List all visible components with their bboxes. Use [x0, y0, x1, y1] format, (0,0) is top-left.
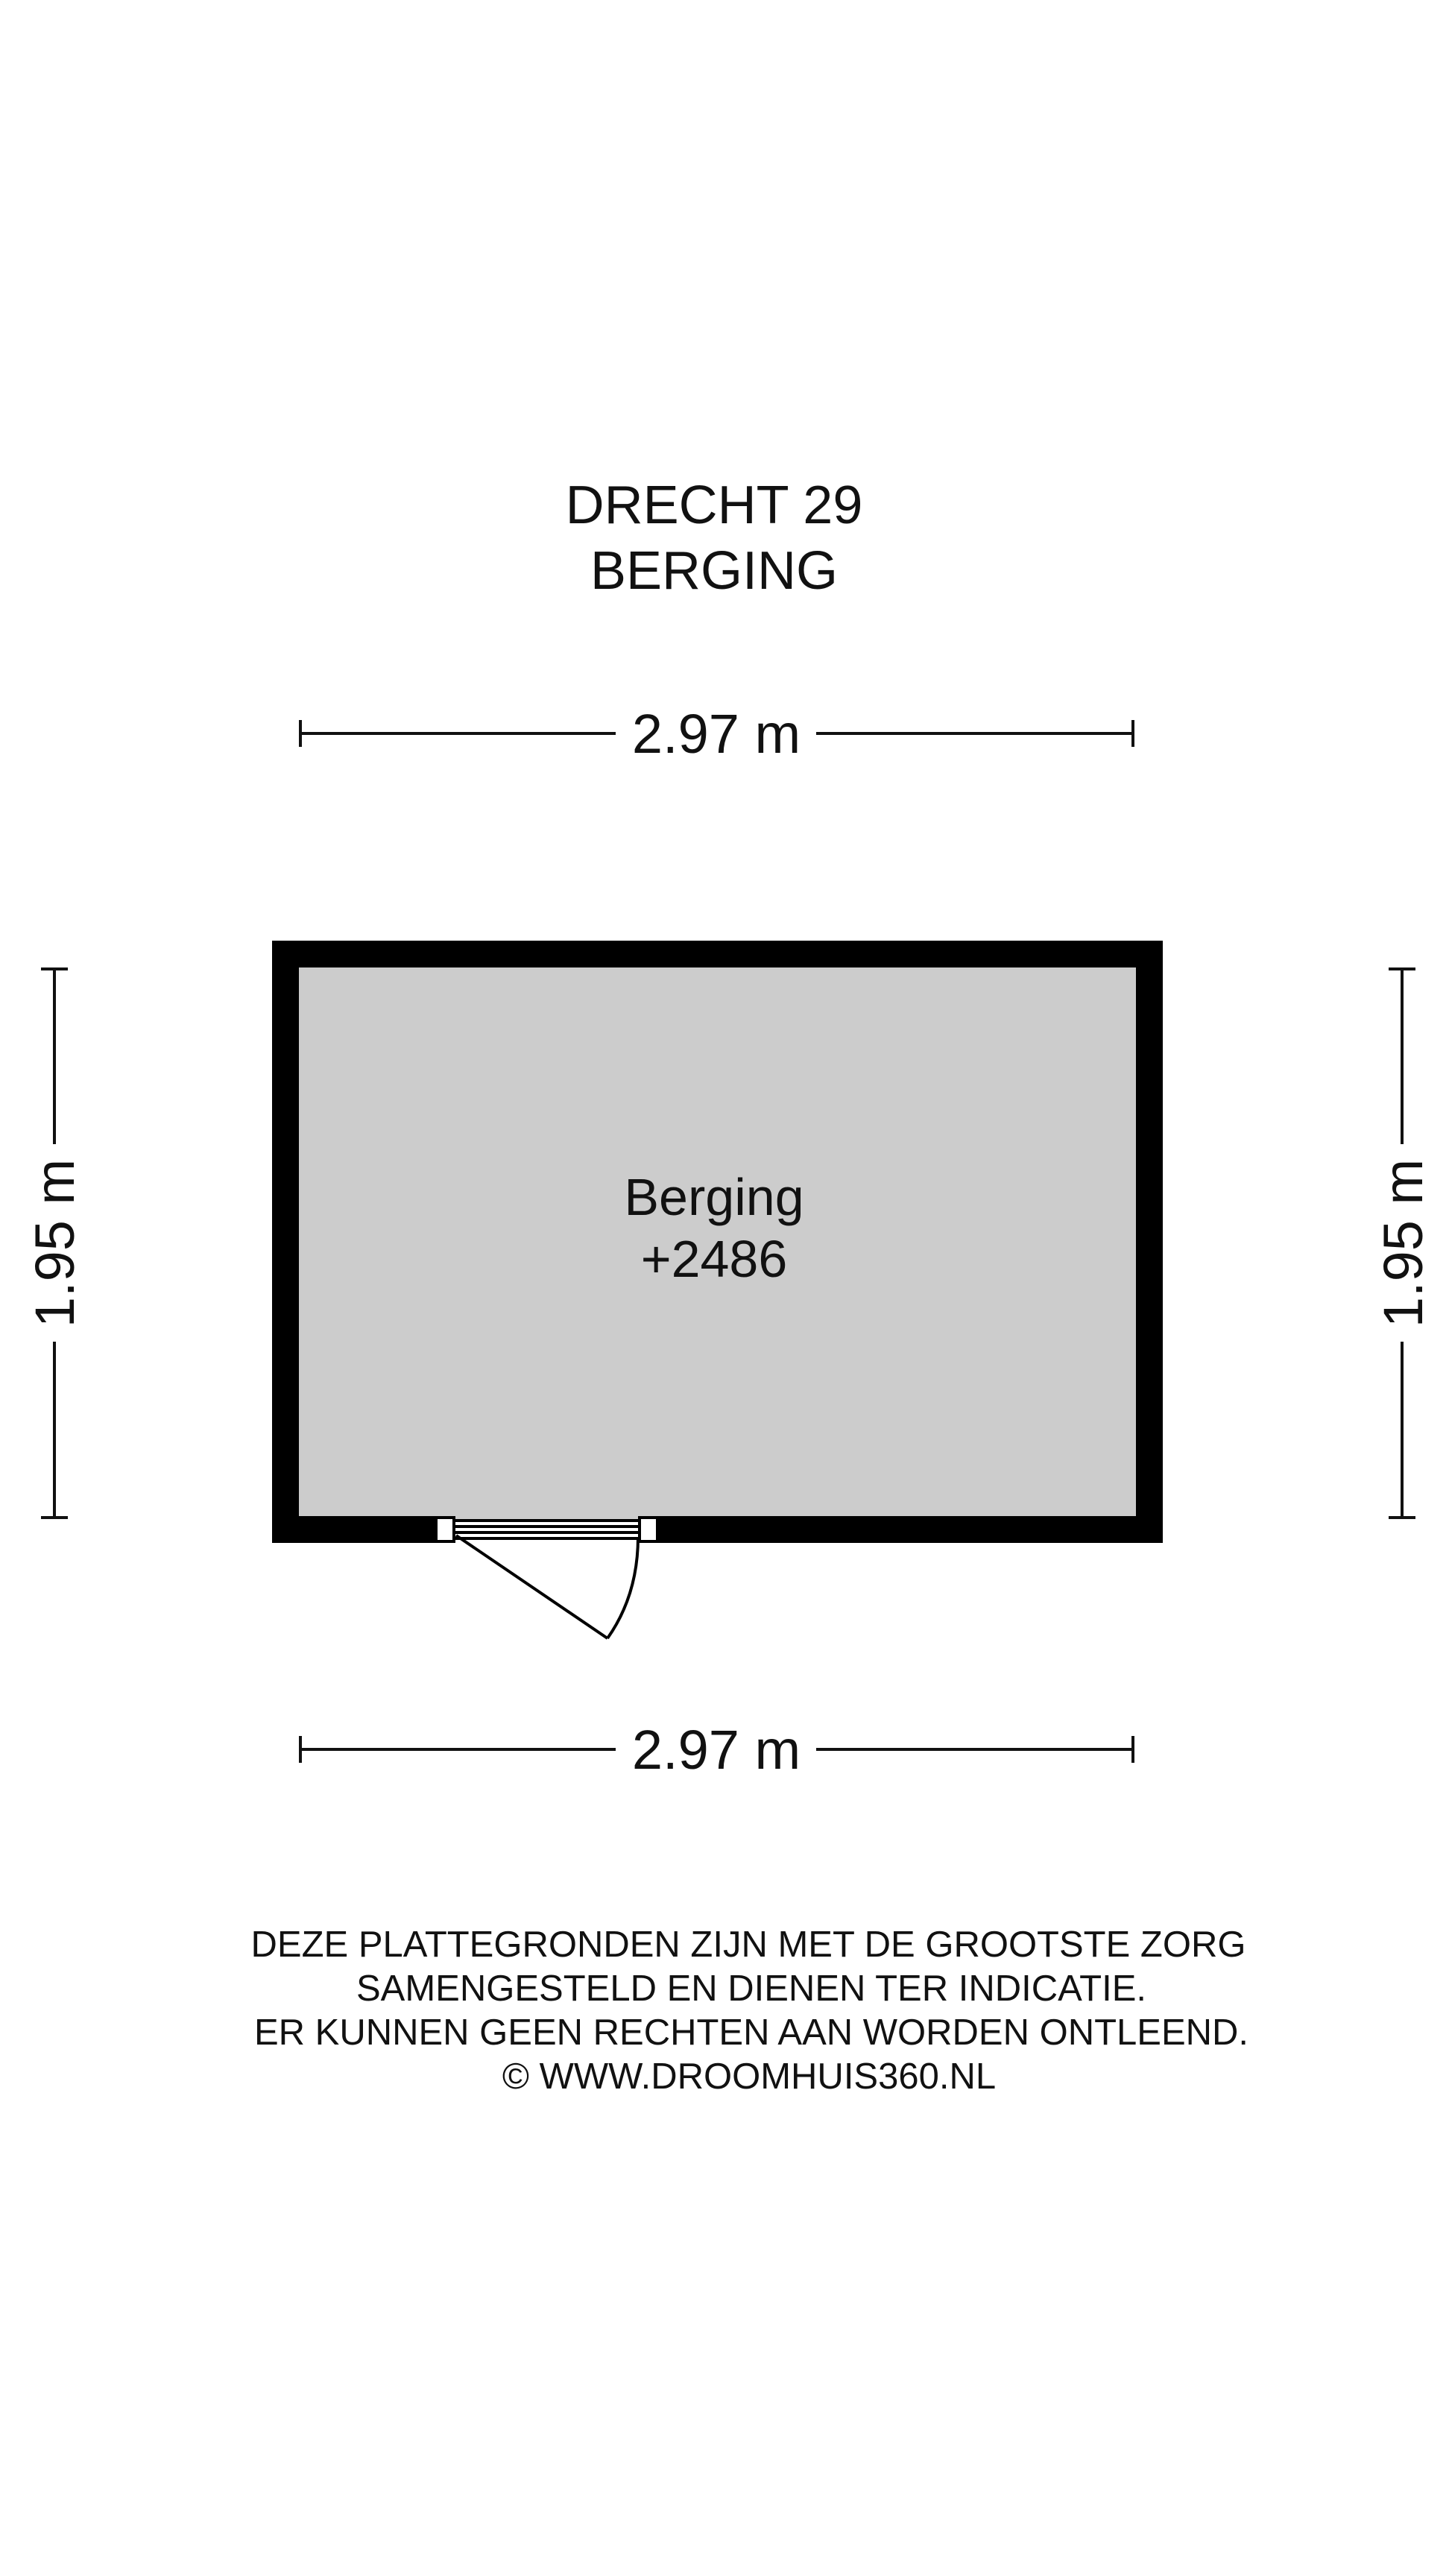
wall-right	[1136, 941, 1163, 1543]
bottom-dimension-label: 2.97 m	[631, 1719, 801, 1781]
door-swing	[456, 1535, 638, 1638]
wall-top	[272, 941, 1163, 967]
room-name: Berging	[624, 1168, 804, 1226]
disclaimer-line-1: DEZE PLATTEGRONDEN ZIJN MET DE GROOTSTE ZORG	[250, 1925, 1246, 1965]
top-dimension-label: 2.97 m	[631, 703, 801, 765]
wall-bottom-right	[657, 1516, 1163, 1543]
wall-bottom-left	[272, 1516, 436, 1543]
wall-left	[272, 941, 299, 1543]
plan-subtitle: BERGING	[590, 541, 839, 601]
door-frame-left	[436, 1518, 454, 1541]
left-dimension-label: 1.95 m	[24, 1158, 86, 1328]
disclaimer-line-2: SAMENGESTELD EN DIENEN TER INDICATIE.	[356, 1969, 1147, 2009]
door-frame-right	[640, 1518, 657, 1541]
disclaimer	[251, 1925, 1248, 2097]
disclaimer-line-4: © WWW.DROOMHUIS360.NL	[502, 2056, 997, 2097]
door	[436, 1518, 657, 1541]
door-arc	[607, 1537, 638, 1638]
room-level: +2486	[640, 1230, 788, 1288]
plan-address: DRECHT 29	[565, 476, 863, 535]
right-dimension-label: 1.95 m	[1372, 1158, 1434, 1328]
disclaimer-line-3: ER KUNNEN GEEN RECHTEN AAN WORDEN ONTLEEND.	[253, 2012, 1249, 2053]
door-leaf	[456, 1535, 607, 1638]
